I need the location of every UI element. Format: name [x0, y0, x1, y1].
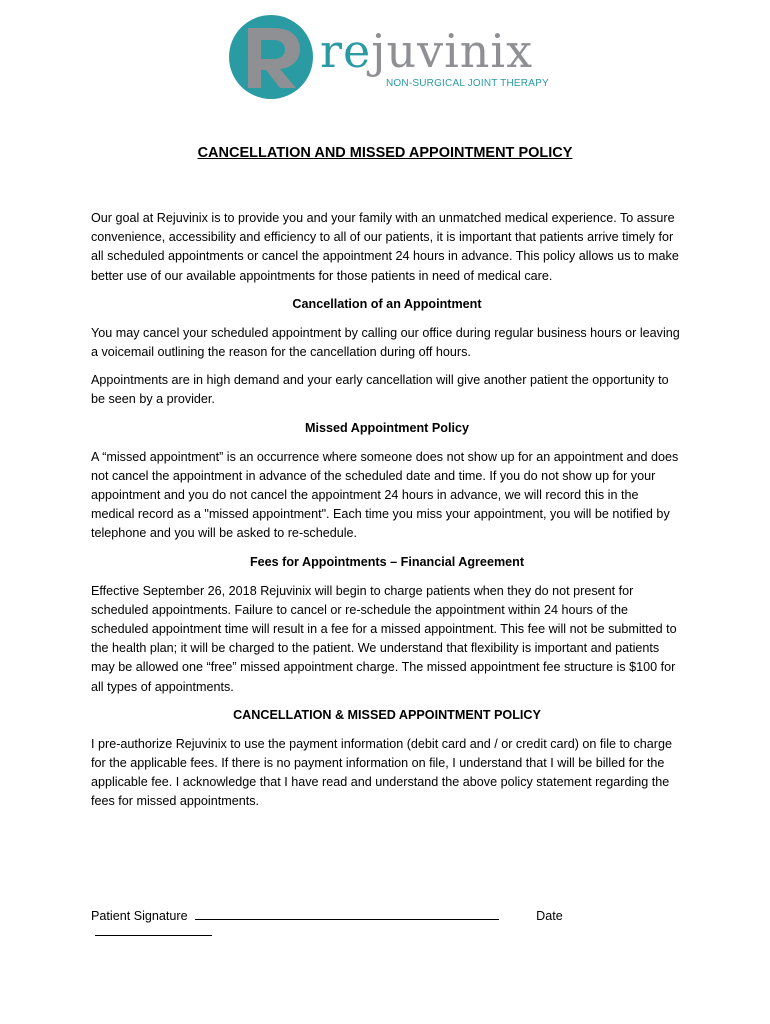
page-title: CANCELLATION AND MISSED APPOINTMENT POLICY	[197, 145, 573, 161]
authorization-paragraph: I pre-authorize Rejuvinix to use the payment information (debit card and / or credit card) on file to charge for the applicable fees. If there is no payment information on file, I understand that I will be billed for the applicable fee. I acknowledge that I have read and understand the above policy statement regarding the fees for missed appointments.	[91, 736, 673, 809]
authorization-heading: CANCELLATION & MISSED APPOINTMENT POLICY	[233, 707, 541, 722]
cancellation-paragraph-2: Appointments are in high demand and your early cancellation will give another patient the opportunity to be seen by a provider.	[91, 373, 669, 407]
date-line[interactable]	[95, 923, 212, 936]
missed-appointment-heading: Missed Appointment Policy	[305, 420, 469, 435]
fees-heading: Fees for Appointments – Financial Agreement	[249, 554, 525, 569]
missed-appointment-paragraph: A “missed appointment” is an occurrence where someone does not show up for an appointment and does not cancel the appointment in advance of the scheduled date and time. If you do not show up for your appointment and you do not cancel the appointment 24 hours in advance, we will record this in the medical record as a "missed appointment". Each time you miss your appointment, you will be notified by telephone and you will be asked to re-schedule.	[91, 449, 679, 541]
intro-paragraph: Our goal at Rejuvinix is to provide you and your family with an unmatched medical experience. To assure convenience, accessibility and efficiency to all of our patients, it is important that patients arrive timely for all scheduled appointments or cancel the appointment 24 hours in advance. This policy allows us to make better use of our available appointments for those patients in need of medical care.	[91, 211, 679, 283]
brand-name-part2: juvinix	[371, 24, 534, 78]
patient-signature-label: Patient Signature	[91, 909, 188, 923]
cancellation-heading: Cancellation of an Appointment	[292, 296, 482, 311]
brand-name	[320, 24, 534, 78]
brand-name-part1: re	[320, 24, 372, 78]
date-label: Date	[536, 909, 563, 923]
logo	[228, 14, 548, 100]
patient-signature-line[interactable]	[195, 907, 499, 920]
cancellation-paragraph-1: You may cancel your scheduled appointment by calling our office during regular business hours or leaving a voicemail outlining the reason for the cancellation during off hours.	[91, 325, 680, 360]
fees-paragraph: Effective September 26, 2018 Rejuvinix will begin to charge patients when they do not present for scheduled appointments. Failure to cancel or re-schedule the appointment within 24 hours of the scheduled appointment time will result in a fee for a missed appointment. This fee will not be submitted to the health plan; it will be charged to the patient. We understand that flexibility is important and patients may be allowed one “free” missed appointment charge. The missed appointment fee structure is $100 for all types of appointments.	[91, 583, 677, 694]
policy-body	[91, 209, 683, 821]
brand-tagline: NON-SURGICAL JOINT THERAPY	[386, 78, 549, 89]
rejuvinix-r-logo-icon	[228, 14, 314, 100]
signature-row	[91, 907, 681, 939]
